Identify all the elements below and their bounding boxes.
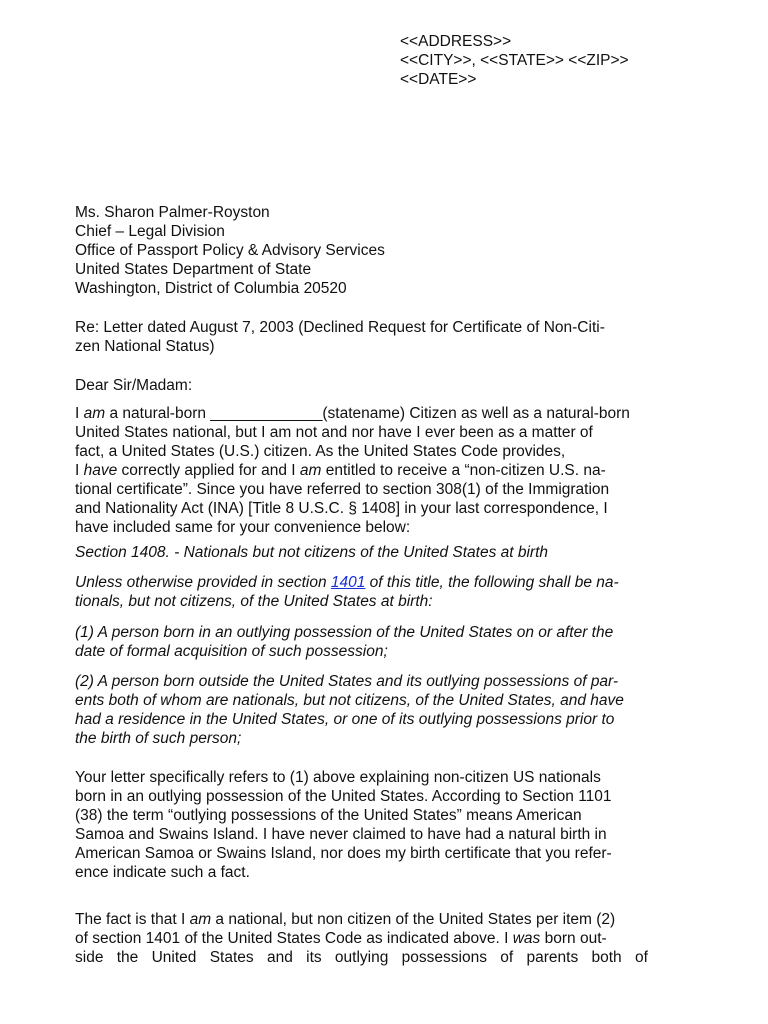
statute-item-2 (75, 672, 693, 748)
emphasis: am (299, 462, 322, 479)
section-title (75, 543, 693, 562)
paragraph-1-line: and Nationality Act (INA) [Title 8 U.S.C. § 1408] in your last correspondence, I (75, 500, 608, 517)
paragraph-1 (75, 404, 693, 537)
paragraph-3-line (75, 910, 693, 929)
paragraph-2-line: (38) the term “outlying possessions of the United States” means American (75, 807, 582, 824)
paragraph-1-line (75, 461, 693, 480)
paragraph-2-line: Your letter specifically refers to (1) above explaining non-citizen US nationals (75, 769, 601, 786)
statute-item-1-line: date of formal acquisition of such possession; (75, 643, 388, 660)
statute-item-1-line: (1) A person born in an outlying possession of the United States on or after the (75, 624, 614, 641)
recipient-office: Office of Passport Policy & Advisory Services (75, 242, 385, 259)
paragraph-2-line: ence indicate such a fact. (75, 864, 250, 881)
subject-line-1: Re: Letter dated August 7, 2003 (Declined Request for Certificate of Non-Citi- (75, 319, 605, 336)
recipient-title: Chief – Legal Division (75, 223, 225, 240)
statute-item-2-line: ents both of whom are nationals, but not citizens, of the United States, and have (75, 692, 624, 709)
text-run: entitled to receive a “non-citizen U.S. na- (321, 462, 606, 479)
emphasis: have (83, 462, 118, 479)
text-run: a national, but non citizen of the United States per item (2) (211, 911, 616, 928)
text-run: Unless otherwise provided in section (75, 574, 331, 591)
recipient-address-block (75, 203, 693, 298)
sender-city-state-zip: <<CITY>>, <<STATE>> <<ZIP>> (400, 52, 629, 69)
statute-item-1 (75, 623, 693, 661)
section-1401-link[interactable]: 1401 (330, 574, 366, 591)
paragraph-3-line (75, 929, 693, 948)
emphasis: was (512, 930, 541, 947)
statute-intro-line: tionals, but not citizens, of the United States at birth: (75, 593, 433, 610)
subject-line-2: zen National Status) (75, 338, 215, 355)
sender-date: <<DATE>> (400, 71, 477, 88)
section-title-text: Section 1408. - Nationals but not citizens of the United States at birth (75, 544, 549, 561)
emphasis: am (189, 911, 212, 928)
statute-intro (75, 573, 693, 611)
text-run: The fact is that I (75, 911, 190, 928)
recipient-city: Washington, District of Columbia 20520 (75, 280, 347, 297)
paragraph-3-line: side the United States and its outlying possessions of parents both of (75, 949, 648, 966)
statute-item-2-line: (2) A person born outside the United States and its outlying possessions of par- (75, 673, 619, 690)
text-run: correctly applied for and I (117, 462, 300, 479)
paragraph-1-line: United States national, but I am not and nor have I ever been as a matter of (75, 424, 593, 441)
emphasis: am (83, 405, 106, 422)
paragraph-3 (75, 910, 693, 967)
text-run: I (75, 405, 84, 422)
sender-address: <<ADDRESS>> (400, 33, 512, 50)
statute-item-2-line: had a residence in the United States, or one of its outlying possessions prior to (75, 711, 615, 728)
salutation (75, 376, 693, 395)
text-run: I (75, 462, 84, 479)
salutation-text: Dear Sir/Madam: (75, 377, 193, 394)
recipient-department: United States Department of State (75, 261, 312, 278)
statute-item-2-line: the birth of such person; (75, 730, 242, 747)
paragraph-2-line: American Samoa or Swains Island, nor does my birth certificate that you refer- (75, 845, 612, 862)
text-run: born out- (540, 930, 607, 947)
text-run: of this title, the following shall be na- (365, 574, 619, 591)
paragraph-1-line (75, 404, 693, 423)
paragraph-2-line: Samoa and Swains Island. I have never claimed to have had a natural birth in (75, 826, 607, 843)
paragraph-2-line: born in an outlying possession of the United States. According to Section 1101 (75, 788, 612, 805)
statute-intro-line (75, 573, 693, 592)
text-run: of section 1401 of the United States Code as indicated above. I (75, 930, 513, 947)
paragraph-1-line: fact, a United States (U.S.) citizen. As the United States Code provides, (75, 443, 566, 460)
subject-line (75, 318, 693, 356)
paragraph-1-line: tional certificate”. Since you have referred to section 308(1) of the Immigration (75, 481, 610, 498)
sender-address-block (400, 32, 700, 89)
paragraph-2 (75, 768, 693, 882)
text-run: a natural-born _____________(statename) Citizen as well as a natural-born (105, 405, 630, 422)
recipient-name: Ms. Sharon Palmer-Royston (75, 204, 270, 221)
paragraph-1-line: have included same for your convenience below: (75, 519, 411, 536)
